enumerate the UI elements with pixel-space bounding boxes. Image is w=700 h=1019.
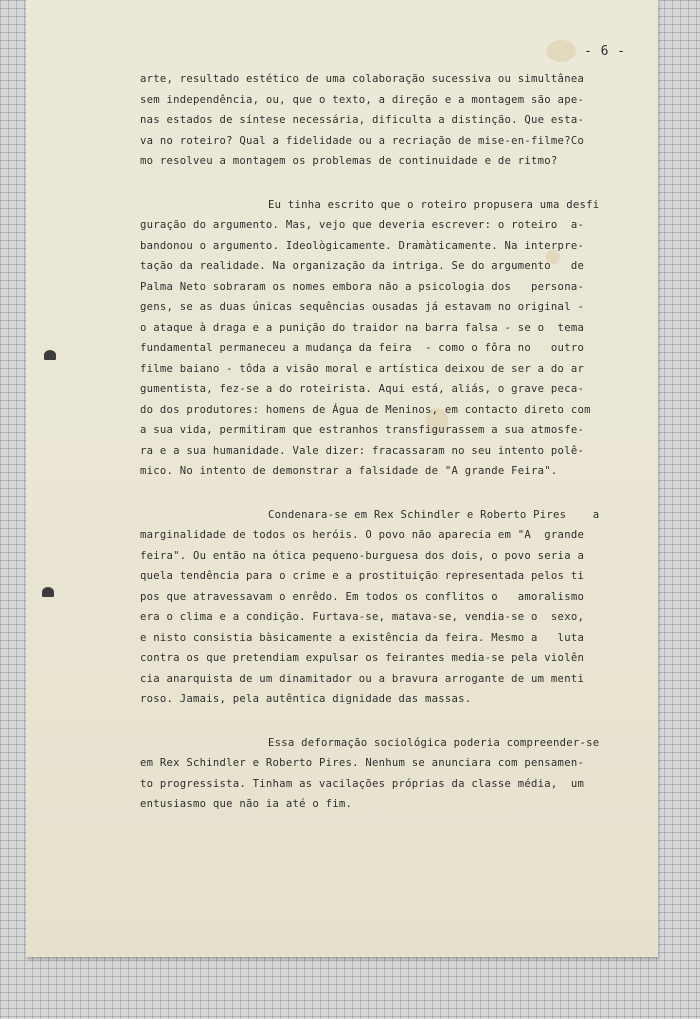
- paragraph-spacer: [140, 482, 650, 505]
- text-line: Essa deformação sociológica poderia compreender-se: [268, 736, 600, 749]
- text-line: Palma Neto sobraram os nomes embora não a psicologia dos persona-: [140, 280, 585, 293]
- text-line: Eu tinha escrito que o roteiro propusera uma desfi: [268, 198, 600, 211]
- text-line: Condenara-se em Rex Schindler e Roberto Pires a: [268, 508, 600, 521]
- text-line: do dos produtores: homens de Água de Meninos, em contacto direto com: [140, 403, 591, 416]
- text-line: feira". Ou então na ótica pequeno-burguesa dos dois, o povo seria a: [140, 549, 585, 562]
- text-line: era o clima e a condição. Furtava-se, matava-se, vendia-se o sexo,: [140, 611, 585, 623]
- text-line: mo resolveu a montagem os problemas de continuidade e de ritmo?: [140, 155, 558, 167]
- text-line: mico. No intento de demonstrar a falsidade de "A grande Feira".: [140, 465, 558, 477]
- paragraph-1: [140, 69, 650, 172]
- text-line: e nisto consistia bàsicamente a existência da feira. Mesmo a luta: [140, 631, 585, 644]
- paragraph-2: [140, 195, 650, 482]
- text-line: cia anarquista de um dinamitador ou a bravura arrogante de um menti: [140, 672, 585, 685]
- text-line: ra e a sua humanidade. Vale dizer: fracassaram no seu intento polê-: [140, 444, 585, 457]
- text-line: tação da realidade. Na organização da intriga. Se do argumento de: [140, 260, 585, 272]
- document-body: [140, 69, 650, 815]
- punch-hole: [44, 350, 56, 360]
- text-line: a sua vida, permitiram que estranhos transfigurassem a sua atmosfe-: [140, 424, 585, 436]
- typed-page: [26, 0, 658, 957]
- text-line: roso. Jamais, pela autêntica dignidade das massas.: [140, 693, 472, 705]
- paper-stain: [546, 40, 576, 62]
- text-line: arte, resultado estético de uma colaboração sucessiva ou simultânea: [140, 73, 585, 85]
- text-line: to progressista. Tinham as vacilações próprias da classe média, um: [140, 777, 585, 790]
- text-line: entusiasmo que não ia até o fim.: [140, 798, 353, 810]
- paragraph-spacer: [140, 710, 650, 733]
- text-line: bandonou o argumento. Ideològicamente. Dramàticamente. Na interpre-: [140, 239, 585, 252]
- page-number: - 6 -: [584, 44, 626, 59]
- paragraph-spacer: [140, 172, 650, 195]
- text-line: filme baiano - tôda a visão moral e artística deixou de ser a do ar: [140, 362, 585, 375]
- text-line: sem independência, ou, que o texto, a direção e a montagem são ape-: [140, 93, 585, 106]
- text-line: contra os que pretendiam expulsar os feirantes media-se pela violên: [140, 652, 585, 664]
- text-line: gens, se as duas únicas sequências ousadas já estavam no original -: [140, 301, 585, 313]
- text-line: pos que atravessavam o enrêdo. Em todos os conflitos o amoralismo: [140, 590, 585, 603]
- paragraph-4: [140, 733, 650, 815]
- text-line: quela tendência para o crime e a prostituição representada pelos ti: [140, 570, 585, 582]
- text-line: gumentista, fez-se a do roteirista. Aqui está, aliás, o grave peca-: [140, 383, 585, 395]
- punch-hole: [42, 587, 54, 597]
- text-line: guração do argumento. Mas, vejo que deveria escrever: o roteiro a-: [140, 219, 585, 231]
- text-line: em Rex Schindler e Roberto Pires. Nenhum se anunciara com pensamen-: [140, 757, 585, 769]
- text-line: o ataque à draga e a punição do traidor na barra falsa - se o tema: [140, 321, 585, 334]
- text-line: fundamental permaneceu a mudança da feira - como o fôra no outro: [140, 342, 585, 354]
- text-line: va no roteiro? Qual a fidelidade ou a recriação de mise-en-filme?Co: [140, 134, 585, 147]
- paragraph-3: [140, 505, 650, 710]
- text-line: nas estados de síntese necessária, dificulta a distinção. Que esta-: [140, 114, 585, 126]
- text-line: marginalidade de todos os heróis. O povo não aparecia em "A grande: [140, 529, 585, 541]
